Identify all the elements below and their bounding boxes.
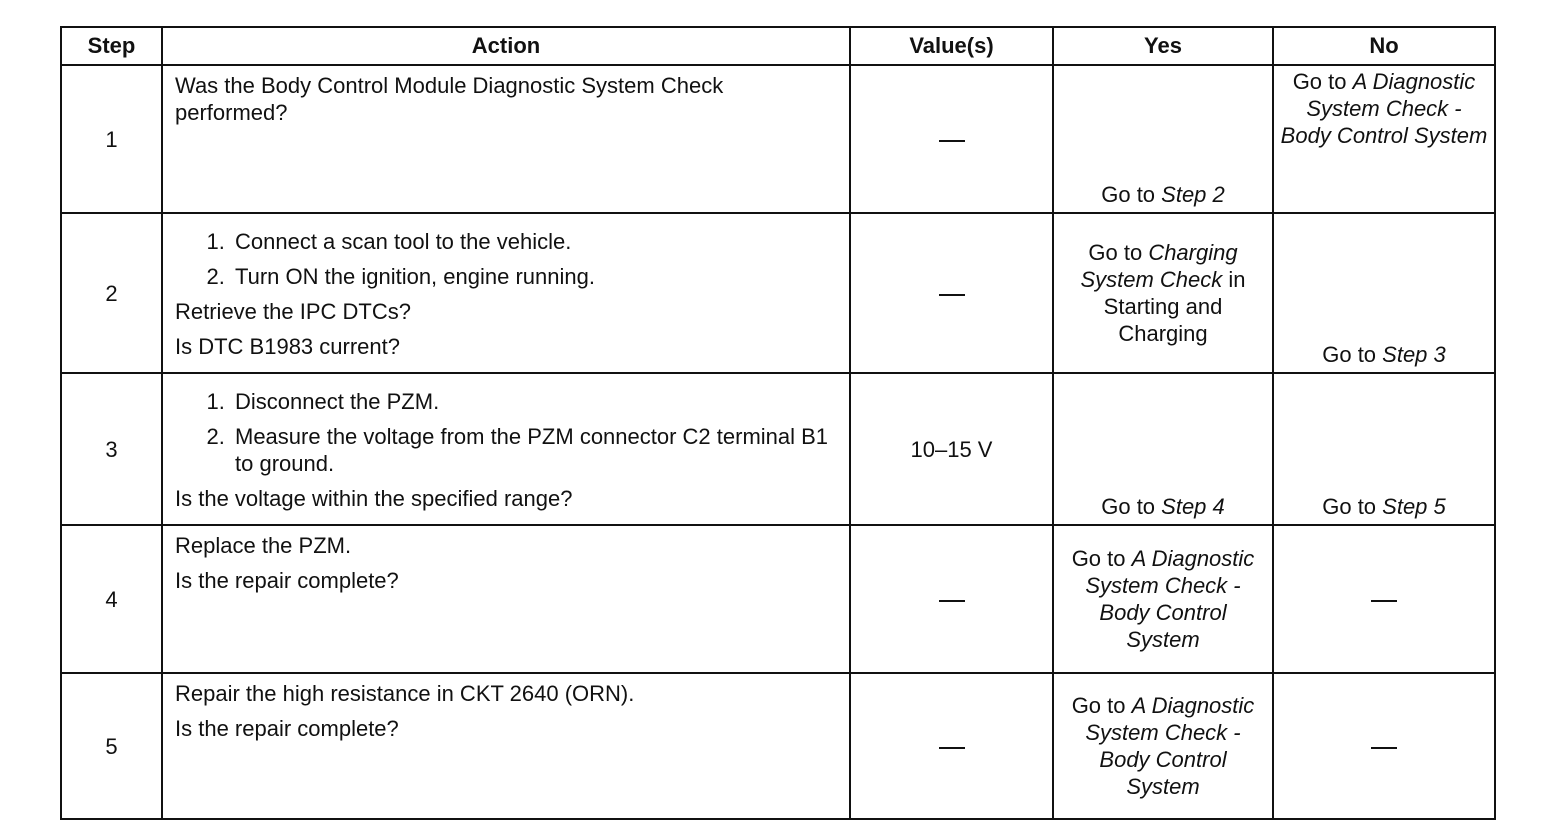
dash-mark bbox=[939, 747, 965, 749]
table-row bbox=[61, 525, 1495, 673]
action-question: Is the repair complete? bbox=[175, 716, 399, 741]
yes-suffix: in Starting and Charging bbox=[1103, 267, 1246, 346]
yes-link[interactable]: Step 2 bbox=[1161, 182, 1225, 207]
action-text: Was the Body Control Module Diagnostic System Check performed? bbox=[175, 73, 724, 125]
yes-cell[interactable] bbox=[1053, 373, 1273, 525]
dash-mark bbox=[939, 600, 965, 602]
no-prefix: Go to bbox=[1292, 69, 1353, 94]
no-link[interactable]: Step 5 bbox=[1382, 494, 1446, 519]
action-step: 1. Disconnect the PZM. bbox=[231, 388, 837, 415]
action-text: Replace the PZM. bbox=[175, 533, 352, 558]
no-link[interactable]: Step 3 bbox=[1382, 342, 1446, 367]
action-step: 2. Measure the voltage from the PZM connector C2 terminal B1 to ground. bbox=[231, 423, 837, 477]
header-action: Action bbox=[162, 27, 850, 65]
yes-prefix: Go to bbox=[1088, 240, 1149, 265]
dash-mark bbox=[939, 140, 965, 142]
action-cell bbox=[162, 373, 850, 525]
yes-prefix: Go to bbox=[1101, 182, 1162, 207]
diagnostic-table bbox=[60, 26, 1496, 820]
action-cell bbox=[162, 65, 850, 213]
table-row bbox=[61, 373, 1495, 525]
yes-cell[interactable] bbox=[1053, 65, 1273, 213]
value-cell: 10–15 V bbox=[850, 373, 1053, 525]
header-no: No bbox=[1273, 27, 1495, 65]
yes-cell[interactable] bbox=[1053, 673, 1273, 819]
no-link[interactable]: A Diagnostic System Check - Body Control System bbox=[1280, 69, 1488, 148]
value-cell bbox=[850, 65, 1053, 213]
action-step: 2. Turn ON the ignition, engine running. bbox=[231, 263, 837, 290]
dash-mark bbox=[1371, 747, 1397, 749]
no-cell bbox=[1273, 673, 1495, 819]
table-row bbox=[61, 65, 1495, 213]
action-cell bbox=[162, 525, 850, 673]
yes-cell[interactable] bbox=[1053, 525, 1273, 673]
no-cell bbox=[1273, 525, 1495, 673]
step-number: 2 bbox=[61, 213, 162, 373]
step-number: 1 bbox=[61, 65, 162, 213]
no-cell[interactable] bbox=[1273, 213, 1495, 373]
action-steps bbox=[175, 228, 837, 290]
yes-cell[interactable] bbox=[1053, 213, 1273, 373]
no-cell[interactable] bbox=[1273, 65, 1495, 213]
action-question: Is the voltage within the specified range? bbox=[175, 486, 573, 511]
action-steps bbox=[175, 388, 837, 477]
header-row bbox=[61, 27, 1495, 65]
step-number: 5 bbox=[61, 673, 162, 819]
action-text: Repair the high resistance in CKT 2640 (ORN). bbox=[175, 681, 635, 706]
value-cell bbox=[850, 213, 1053, 373]
action-cell bbox=[162, 673, 850, 819]
yes-prefix: Go to bbox=[1101, 494, 1162, 519]
yes-link[interactable]: A Diagnostic System Check - Body Control System bbox=[1085, 546, 1255, 652]
yes-prefix: Go to bbox=[1071, 546, 1132, 571]
table-row bbox=[61, 213, 1495, 373]
header-yes: Yes bbox=[1053, 27, 1273, 65]
header-values: Value(s) bbox=[850, 27, 1053, 65]
dash-mark bbox=[1371, 600, 1397, 602]
action-question: Retrieve the IPC DTCs? bbox=[175, 299, 411, 324]
no-prefix: Go to bbox=[1322, 494, 1383, 519]
action-question: Is DTC B1983 current? bbox=[175, 334, 400, 359]
yes-link[interactable]: Step 4 bbox=[1161, 494, 1225, 519]
action-question: Is the repair complete? bbox=[175, 568, 399, 593]
yes-prefix: Go to bbox=[1071, 693, 1132, 718]
value-cell bbox=[850, 525, 1053, 673]
table-row bbox=[61, 673, 1495, 819]
value-cell bbox=[850, 673, 1053, 819]
header-step: Step bbox=[61, 27, 162, 65]
action-step: 1. Connect a scan tool to the vehicle. bbox=[231, 228, 837, 255]
action-cell bbox=[162, 213, 850, 373]
dash-mark bbox=[939, 294, 965, 296]
step-number: 4 bbox=[61, 525, 162, 673]
yes-link[interactable]: A Diagnostic System Check - Body Control System bbox=[1085, 693, 1255, 799]
no-prefix: Go to bbox=[1322, 342, 1383, 367]
yes-link[interactable]: Charging System Check bbox=[1080, 240, 1238, 292]
no-cell[interactable] bbox=[1273, 373, 1495, 525]
step-number: 3 bbox=[61, 373, 162, 525]
